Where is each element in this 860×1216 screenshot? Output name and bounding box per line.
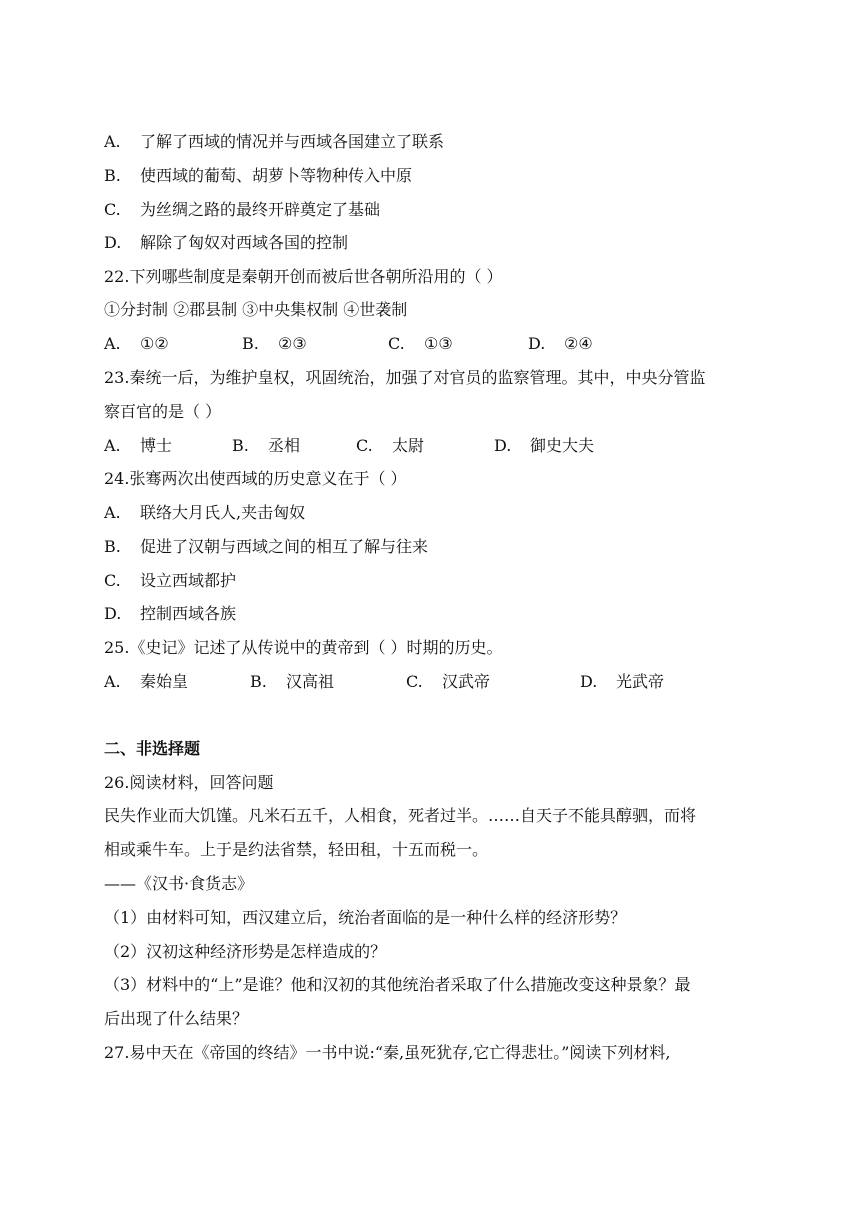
q21-option-b <box>104 166 412 186</box>
q21-option-c <box>104 200 380 220</box>
section-title: 二、非选择题 <box>104 739 201 758</box>
option-letter: B. <box>104 166 121 185</box>
q24-option-c <box>104 571 236 591</box>
option-letter: A. <box>104 436 121 455</box>
option-letter: C. <box>388 334 405 353</box>
q23-option-a <box>104 436 172 456</box>
option-letter: D. <box>104 604 122 623</box>
option-text: 联络大月氏人,夹击匈奴 <box>140 503 306 522</box>
option-letter: B. <box>250 672 267 691</box>
q25-option-d <box>580 672 664 692</box>
q23-option-c <box>356 436 424 456</box>
option-text: ②③ <box>278 334 307 353</box>
q22-option-d <box>528 334 593 354</box>
option-text: 控制西域各族 <box>140 604 237 623</box>
option-letter: D. <box>528 334 546 353</box>
option-letter: C. <box>104 200 121 219</box>
option-letter: B. <box>104 537 121 556</box>
option-text: ①③ <box>424 334 453 353</box>
q22-option-a <box>104 334 169 354</box>
q26-sub2: （2）汉初这种经济形势是怎样造成的？ <box>104 942 387 961</box>
q25-stem: 25.《史记》记述了从传说中的黄帝到（ ）时期的历史。 <box>104 638 503 657</box>
q23-option-b <box>232 436 300 456</box>
q26-material-line1: 民失作业而大饥馑。凡米石五千，人相食，死者过半。……自天子不能具醇驷，而将 <box>104 806 697 825</box>
q24-option-a <box>104 503 305 523</box>
option-letter: D. <box>580 672 598 691</box>
option-letter: D. <box>494 436 512 455</box>
option-text: 设立西域都护 <box>140 571 237 590</box>
q26-stem: 26.阅读材料，回答问题 <box>104 773 274 792</box>
option-letter: A. <box>104 503 121 522</box>
q24-stem: 24.张骞两次出使西域的历史意义在于（ ） <box>104 469 407 488</box>
option-text: 汉高祖 <box>286 672 335 691</box>
option-text: 太尉 <box>392 436 425 455</box>
q23-option-d <box>494 436 594 456</box>
option-letter: C. <box>406 672 423 691</box>
q22-options <box>104 334 664 354</box>
q26-material-line2: 相或乘牛车。上于是约法省禁，轻田租，十五而税一。 <box>104 840 489 859</box>
q22-stem: 22.下列哪些制度是秦朝开创而被后世各朝所沿用的（ ） <box>104 267 503 286</box>
option-letter: C. <box>104 571 121 590</box>
q24-option-b <box>104 537 428 557</box>
option-text: 汉武帝 <box>442 672 491 691</box>
option-text: 解除了匈奴对西域各国的控制 <box>140 233 349 252</box>
q23-options <box>104 436 664 456</box>
option-letter: B. <box>232 436 249 455</box>
option-letter: A. <box>104 132 121 151</box>
q26-sub3-line1: （3）材料中的“上”是谁？他和汉初的其他统治者采取了什么措施改变这种景象？最 <box>104 975 691 994</box>
option-text: 为丝绸之路的最终开辟奠定了基础 <box>140 200 381 219</box>
option-letter: C. <box>356 436 373 455</box>
q25-option-b <box>250 672 334 692</box>
q22-items: ①分封制 ②郡县制 ③中央集权制 ④世袭制 <box>104 300 408 319</box>
option-letter: D. <box>104 233 122 252</box>
q27-stem: 27.易中天在《帝国的终结》一书中说:“秦,虽死犹存,它亡得悲壮。”阅读下列材料, <box>104 1043 671 1062</box>
option-text: 秦始皇 <box>140 672 189 691</box>
option-text: 丞相 <box>268 436 301 455</box>
q22-option-c <box>388 334 453 354</box>
q22-option-b <box>242 334 307 354</box>
option-text: 光武帝 <box>616 672 665 691</box>
q26-sub1: （1）由材料可知，西汉建立后，统治者面临的是一种什么样的经济形势？ <box>104 908 627 927</box>
q24-option-d <box>104 604 236 624</box>
option-letter: A. <box>104 334 121 353</box>
option-text: 使西域的葡萄、胡萝卜等物种传入中原 <box>140 166 413 185</box>
q21-option-a <box>104 132 444 152</box>
q26-source: ——《汉书·食货志》 <box>104 874 254 893</box>
option-text: 了解了西域的情况并与西域各国建立了联系 <box>140 132 445 151</box>
option-text: 御史大夫 <box>530 436 595 455</box>
option-text: ②④ <box>564 334 593 353</box>
q25-option-a <box>104 672 188 692</box>
q25-options <box>104 672 704 692</box>
q23-stem-line1: 23.秦统一后，为维护皇权，巩固统治，加强了对官员的监察管理。其中，中央分管监 <box>104 368 706 387</box>
q25-option-c <box>406 672 490 692</box>
q21-option-d <box>104 233 348 253</box>
q26-sub3-line2: 后出现了什么结果？ <box>104 1009 249 1028</box>
option-text: 促进了汉朝与西域之间的相互了解与往来 <box>140 537 429 556</box>
option-letter: B. <box>242 334 259 353</box>
option-letter: A. <box>104 672 121 691</box>
q23-stem-line2: 察百官的是（ ） <box>104 402 222 421</box>
option-text: ①② <box>140 334 169 353</box>
option-text: 博士 <box>140 436 173 455</box>
